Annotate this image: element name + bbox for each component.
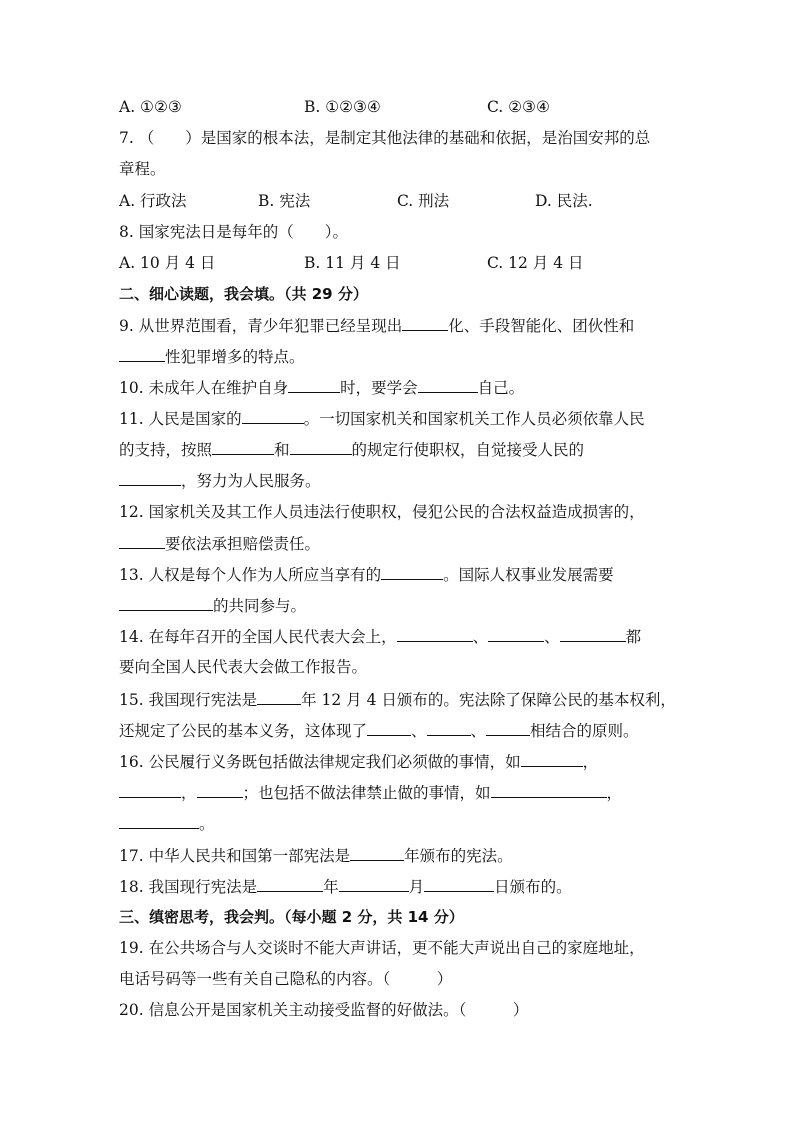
q16-text-2: ， [582,753,599,771]
q13-line2 [119,595,694,616]
q10-text-3: 自己。 [477,379,525,397]
q15-sep-1: 、 [411,722,427,740]
q10-line [119,377,694,398]
q10-text-1: 10. 未成年人在维护自身 [119,379,289,397]
q9-text-1: 9. 从世界范围看，青少年犯罪已经呈现出 [119,317,403,335]
q16-text-4: ；也包括不做法律禁止做的事情，如 [242,784,491,802]
q9-line2 [119,346,694,367]
q7-option-d: D. 民法. [535,192,593,210]
q17-line [119,845,694,866]
q18-blank-3[interactable] [424,876,494,892]
q11-line1 [119,408,694,429]
q14-blank-2[interactable] [488,626,544,642]
q16-text-1: 16. 公民履行义务既包括做法律规定我们必须做的事情，如 [119,753,521,771]
q7-option-a: A. 行政法 [119,192,187,210]
q15-text-2: 年 12 月 4 日颁布的。宪法除了保障公民的基本权利， [301,691,676,709]
q16-line1 [119,751,694,772]
q11-blank-4[interactable] [119,470,181,486]
q16-blank-1[interactable] [521,751,583,767]
q19-line2: 电话号码等一些有关自己隐私的内容。（ ） [119,970,453,988]
q18-text-3: 月 [408,878,425,896]
q18-text-2: 年 [323,878,339,896]
q12-blank-1[interactable] [119,533,165,549]
q17-text-2: 年颁布的宪法。 [404,847,513,865]
q19-line1: 19. 在公共场合与人交谈时不能大声讲话，更不能大声说出自己的家庭地址， [119,939,645,957]
q16-blank-4[interactable] [491,782,607,798]
q11-text-2: 。一切国家机关和国家机关工作人员必须依靠人民 [303,410,645,428]
q15-blank-2[interactable] [367,720,411,736]
q9-text-3: 性犯罪增多的特点。 [165,348,305,366]
q9-text-2: 化、手段智能化、团伙性和 [448,317,635,335]
q9-blank-2[interactable] [119,346,165,362]
q8-option-a: A. 10 月 4 日 [119,254,216,272]
section-2-heading: 二、细心读题，我会填。（共 29 分） [119,285,368,303]
q16-text-3: ， [181,784,197,802]
q14-line2: 要向全国人民代表大会做工作报告。 [119,658,368,676]
q13-text-2: 。国际人权事业发展需要 [443,566,614,584]
q18-blank-2[interactable] [339,876,409,892]
q15-line2 [119,720,694,741]
q16-blank-3[interactable] [197,782,243,798]
q16-blank-5[interactable] [119,813,199,829]
q18-blank-1[interactable] [257,876,323,892]
q15-text-1: 15. 我国现行宪法是 [119,691,258,709]
q14-line1 [119,626,694,647]
q12-text-2: 要依法承担赔偿责任。 [165,535,321,553]
q14-blank-1[interactable] [397,626,473,642]
q10-text-2: 时，要学会 [340,379,418,397]
q6-option-a: A. ①②③ [119,98,182,116]
q7-stem-line1: 7. （ ）是国家的根本法，是制定其他法律的基础和依据，是治国安邦的总 [119,129,651,147]
q18-line [119,876,694,897]
q16-line2 [119,782,694,803]
q13-text-1: 13. 人权是每个人作为人所应当享有的 [119,566,382,584]
q8-option-c: C. 12 月 4 日 [487,254,584,272]
q13-text-3: 的共同参与。 [213,597,307,615]
q9-blank-1[interactable] [402,315,448,331]
q14-sep-2: 、 [544,628,560,646]
q15-blank-1[interactable] [257,689,301,705]
q15-blank-4[interactable] [486,720,530,736]
section-3-heading: 三、缜密思考，我会判。（每小题 2 分，共 14 分） [119,908,464,926]
q7-option-b: B. 宪法 [258,192,311,210]
q13-blank-2[interactable] [119,595,213,611]
q14-text-1: 14. 在每年召开的全国人民代表大会上， [119,628,397,646]
q8-stem: 8. 国家宪法日是每年的（ ）。 [119,223,348,241]
q11-line2 [119,439,694,460]
q17-blank-1[interactable] [350,845,404,861]
q11-line3 [119,470,694,491]
q20-line1: 20. 信息公开是国家机关主动接受监督的好做法。（ ） [119,1001,529,1019]
q11-text-5: 的规定行使职权，自觉接受人民的 [351,441,585,459]
q6-option-c: C. ②③④ [487,98,550,116]
q15-text-3: 还规定了公民的基本义务，这体现了 [119,722,368,740]
q14-text-2: 都 [625,628,642,646]
q16-line3 [119,813,694,834]
q13-blank-1[interactable] [381,564,443,580]
q11-text-1: 11. 人民是国家的 [119,410,242,428]
q12-line2 [119,533,694,554]
q14-sep-1: 、 [472,628,489,646]
q9-line1 [119,315,694,336]
q18-text-4: 日颁布的。 [494,878,572,896]
q16-blank-2[interactable] [119,782,181,798]
q17-text-1: 17. 中华人民共和国第一部宪法是 [119,847,351,865]
q16-text-6: 。 [199,815,215,833]
q11-text-4: 和 [274,441,290,459]
q13-line1 [119,564,694,585]
q10-blank-1[interactable] [288,377,340,393]
q15-text-4: 相结合的原则。 [530,722,639,740]
q11-blank-2[interactable] [212,439,274,455]
q15-line1 [119,689,694,710]
q11-blank-1[interactable] [242,408,304,424]
q7-stem-line2: 章程。 [119,160,166,178]
q16-text-5: ， [606,784,623,802]
q15-blank-3[interactable] [427,720,471,736]
q14-blank-3[interactable] [560,626,626,642]
q8-option-b: B. 11 月 4 日 [304,254,401,272]
q6-option-b: B. ①②③④ [304,98,381,116]
q11-blank-3[interactable] [290,439,352,455]
q18-text-1: 18. 我国现行宪法是 [119,878,258,896]
q12-line1: 12. 国家机关及其工作人员违法行使职权，侵犯公民的合法权益造成损害的， [119,503,645,521]
q11-text-6: ，努力为人民服务。 [181,472,321,490]
q15-sep-2: 、 [470,722,487,740]
q11-text-3: 的支持，按照 [119,441,213,459]
q10-blank-2[interactable] [418,377,478,393]
q7-option-c: C. 刑法 [397,192,450,210]
